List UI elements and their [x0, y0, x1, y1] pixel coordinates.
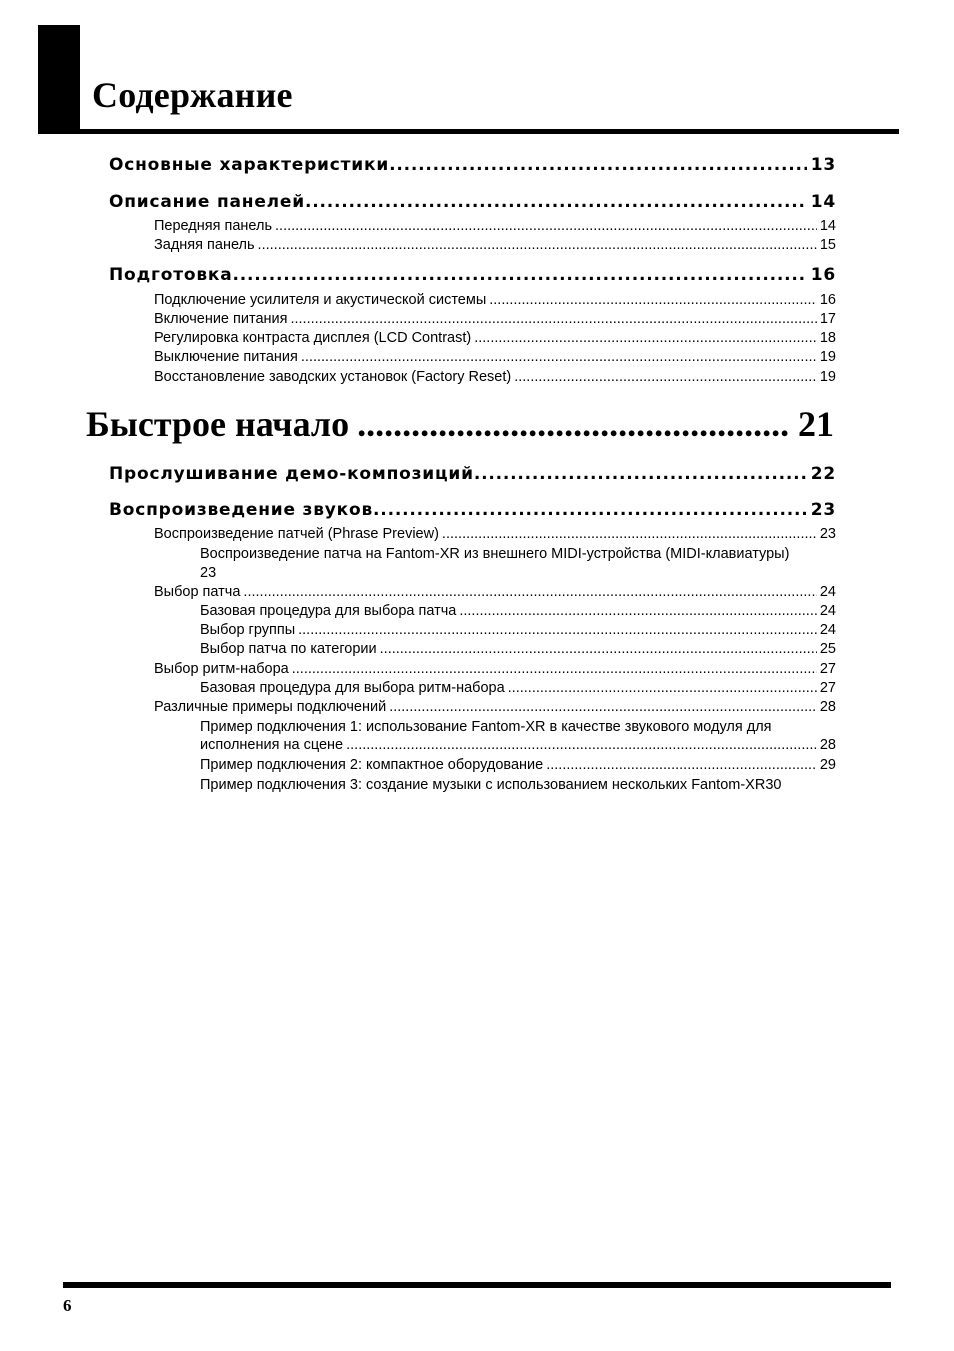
toc-page: 13: [810, 155, 836, 175]
toc-entry-example-1[interactable]: [200, 737, 836, 756]
toc-page: 19: [819, 369, 836, 385]
dot-leader: [357, 403, 790, 445]
toc-entry-factory-reset[interactable]: [154, 369, 836, 388]
toc-entry-example-3[interactable]: [200, 776, 850, 795]
toc-chapter-quick-start[interactable]: [86, 403, 834, 449]
toc-page: 16: [819, 292, 836, 308]
toc-label: Выбор патча: [154, 584, 241, 600]
footer-rule: [63, 1282, 891, 1288]
toc-page: 17: [819, 311, 836, 327]
toc-label: Воспроизведение патчей (Phrase Preview): [154, 526, 439, 542]
toc-entry-power-on[interactable]: [154, 311, 836, 330]
toc-page: 14: [810, 192, 836, 212]
toc-page: 29: [819, 757, 836, 773]
dot-leader: [243, 584, 816, 600]
toc-page: 23: [200, 565, 217, 581]
dot-leader: [389, 699, 817, 715]
toc-label: Пример подключения 1: использование Fantom-XR в качестве звукового модуля для: [200, 719, 772, 735]
dot-leader: [489, 292, 817, 308]
dot-leader: [380, 641, 817, 657]
toc-label: Передняя панель: [154, 218, 273, 234]
toc-label: Регулировка контраста дисплея (LCD Contrast): [154, 330, 472, 346]
toc-page: 23: [810, 500, 836, 520]
toc-label: Подключение усилителя и акустической системы: [154, 292, 487, 308]
toc-entry-rhythm-set[interactable]: [154, 661, 836, 680]
toc-label: Основные характеристики: [109, 155, 390, 175]
toc-entry-power-off[interactable]: [154, 349, 836, 368]
toc-entry-example-1-first-line[interactable]: [200, 718, 850, 737]
dot-leader: [474, 464, 807, 484]
toc-entry-category-select[interactable]: [200, 641, 836, 660]
toc-entry-phrase-preview[interactable]: [154, 526, 836, 545]
toc-page: 24: [819, 603, 836, 619]
toc-page: 22: [810, 464, 836, 484]
dot-leader: [514, 369, 817, 385]
dot-leader: [301, 349, 817, 365]
toc-page: 24: [819, 584, 836, 600]
toc-page: 25: [819, 641, 836, 657]
dot-leader: [474, 330, 817, 346]
dot-leader: [508, 680, 817, 696]
toc-page: 30: [765, 777, 782, 793]
toc-label: Выбор ритм-набора: [154, 661, 289, 677]
toc-label: Описание панелей: [109, 192, 305, 212]
toc-label: Быстрое начало: [86, 404, 350, 444]
toc-label: Выбор группы: [200, 622, 296, 638]
toc-label: Прослушивание демо-композиций: [109, 464, 474, 484]
toc-page: 28: [819, 699, 836, 715]
toc-entry-example-2[interactable]: [200, 757, 836, 776]
toc-entry-lcd-contrast[interactable]: [154, 330, 836, 349]
toc-label: Различные примеры подключений: [154, 699, 387, 715]
toc-heading-preparation[interactable]: [109, 265, 836, 287]
toc-label: Воспроизведение звуков: [109, 500, 374, 520]
toc-entry-connection-examples[interactable]: [154, 699, 836, 718]
toc-label: Выключение питания: [154, 349, 298, 365]
toc-page: 21: [798, 404, 834, 444]
toc-page: 27: [819, 661, 836, 677]
dot-leader: [305, 192, 807, 212]
dot-leader: [546, 757, 817, 773]
toc-entry-rhythm-basic[interactable]: [200, 680, 836, 699]
toc-page: 28: [819, 737, 836, 753]
toc-label: Включение питания: [154, 311, 288, 327]
toc-entry-front-panel[interactable]: [154, 218, 836, 237]
toc-entry-group-select[interactable]: [200, 622, 836, 641]
dot-leader: [292, 661, 817, 677]
toc-page: 24: [819, 622, 836, 638]
toc-entry-patch-select[interactable]: [154, 584, 836, 603]
dot-leader: [373, 500, 807, 520]
toc-entry-patch-basic[interactable]: [200, 603, 836, 622]
toc-page: 15: [819, 237, 836, 253]
toc-heading-demo-songs[interactable]: [109, 464, 836, 486]
toc-label: Базовая процедура для выбора ритм-набора: [200, 680, 505, 696]
dot-leader: [258, 237, 817, 253]
toc-label: Подготовка: [109, 265, 233, 285]
toc-page: 19: [819, 349, 836, 365]
toc-page: 27: [819, 680, 836, 696]
toc-entry-midi-keyboard[interactable]: [200, 545, 850, 583]
dot-leader: [275, 218, 817, 234]
page-title: Содержание: [92, 75, 293, 115]
toc-label: Пример подключения 3: создание музыки с использованием нескольких Fantom-XR: [200, 777, 766, 793]
toc-page: 14: [819, 218, 836, 234]
toc-label-continued: исполнения на сцене: [200, 737, 344, 753]
dot-leader: [298, 622, 817, 638]
dot-leader: [346, 737, 817, 753]
toc-entry-amp-connection[interactable]: [154, 292, 836, 311]
dot-leader: [233, 265, 807, 285]
toc-page: 18: [819, 330, 836, 346]
toc-label: Выбор патча по категории: [200, 641, 377, 657]
dot-leader: [459, 603, 817, 619]
dot-leader: [290, 311, 816, 327]
dot-leader: [442, 526, 817, 542]
toc-page: 16: [810, 265, 836, 285]
toc-heading-panels[interactable]: [109, 192, 836, 214]
toc-label: Воспроизведение патча на Fantom-XR из внешнего MIDI-устройства (MIDI-клавиатуры): [200, 546, 790, 562]
dot-leader: [389, 155, 807, 175]
toc-label: Восстановление заводских установок (Factory Reset): [154, 369, 512, 385]
toc-heading-playing-sounds[interactable]: [109, 500, 836, 522]
toc-label: Базовая процедура для выбора патча: [200, 603, 457, 619]
toc-entry-rear-panel[interactable]: [154, 237, 836, 256]
page-number: 6: [63, 1296, 72, 1315]
toc-heading-features[interactable]: [109, 155, 836, 177]
toc-label: Задняя панель: [154, 237, 255, 253]
toc-label: Пример подключения 2: компактное оборудование: [200, 757, 544, 773]
toc-page: 23: [819, 526, 836, 542]
